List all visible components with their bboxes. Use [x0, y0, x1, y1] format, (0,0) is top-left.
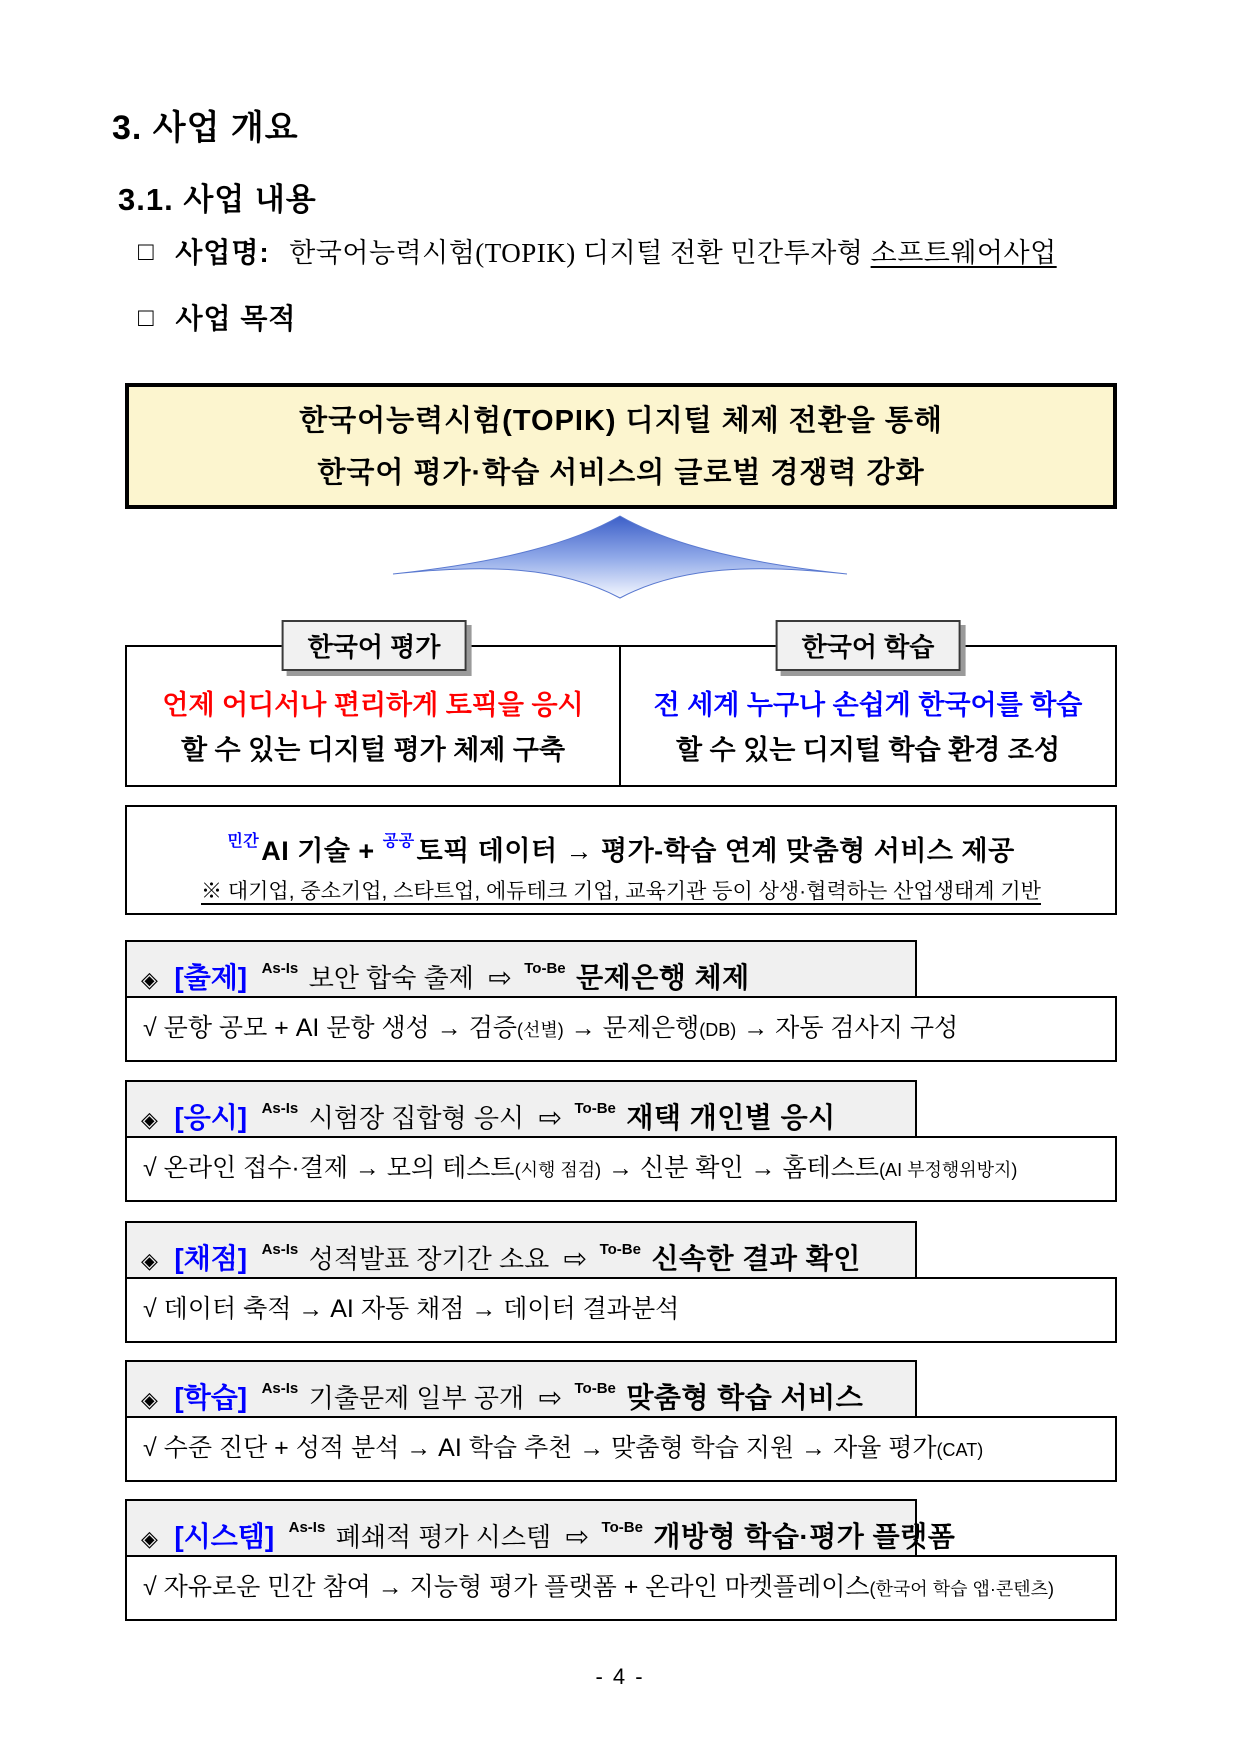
- synergy-segment-1: AI 기술 +: [261, 836, 383, 866]
- tobe-superscript: To-Be: [524, 960, 566, 977]
- learning-statement-accent: 전 세계 누구나 손쉽게 한국어를 학습: [653, 690, 1083, 720]
- section-tag: [채점]: [174, 1243, 248, 1274]
- learning-statement: 할 수 있는 디지털 학습 환경 조성: [675, 735, 1061, 765]
- asis-tobe-section: [125, 1221, 1117, 1345]
- asis-text: 성적발표 장기간 소요: [308, 1244, 550, 1274]
- section-header-box: [125, 940, 917, 998]
- section-header-box: [125, 1499, 956, 1557]
- goal-statement-box: [125, 383, 1117, 509]
- body-parenthetical: (DB): [699, 1020, 737, 1040]
- synergy-formula-line: [127, 819, 1115, 874]
- tobe-text: 문제은행 체제: [576, 962, 750, 993]
- goal-line-2: 한국어 평가·학습 서비스의 글로벌 경쟁력 강화: [317, 457, 925, 489]
- body-text: √ 데이터 축적 → AI 자동 채점 → 데이터 결과분석: [143, 1295, 680, 1323]
- diamond-icon: ◈: [141, 1107, 158, 1132]
- section-body-box: [125, 1416, 1117, 1482]
- tobe-text: 개방형 학습·평가 플랫폼: [653, 1521, 956, 1552]
- tobe-superscript: To-Be: [601, 1519, 643, 1536]
- project-name-line: [138, 231, 1057, 271]
- evaluation-statement-accent: 언제 어디서나 편리하게 토픽을 응시: [162, 690, 584, 720]
- private-superscript: 민간: [227, 833, 260, 850]
- asis-tobe-section: [125, 940, 1117, 1064]
- section-body-box: [125, 996, 1117, 1062]
- asis-text: 시험장 집합형 응시: [308, 1103, 525, 1133]
- section-header-box: [125, 1360, 917, 1418]
- rightwards-white-arrow-icon: ⇨: [488, 962, 512, 993]
- tobe-text: 맞춤형 학습 서비스: [626, 1382, 864, 1413]
- square-bullet-icon: □: [138, 302, 154, 332]
- page-number: - 4 -: [595, 1664, 645, 1689]
- section-tag: [시스템]: [174, 1521, 275, 1552]
- project-purpose-line: [138, 297, 308, 337]
- tobe-text: 신속한 결과 확인: [651, 1243, 861, 1274]
- project-name-value: 한국어능력시험(TOPIK) 디지털 전환 민간투자형: [289, 238, 871, 268]
- tobe-superscript: To-Be: [574, 1380, 616, 1397]
- body-text: √ 자유로운 민간 참여 → 지능형 평가 플랫폼 + 온라인 마켓플레이스: [143, 1573, 870, 1601]
- section-body-box: [125, 1136, 1117, 1202]
- upward-arrow-icon: [385, 512, 855, 600]
- rightwards-white-arrow-icon: ⇨: [563, 1243, 588, 1274]
- body-text: → 신분 확인 → 홈테스트: [601, 1154, 880, 1182]
- upward-arrow-graphic: [385, 512, 855, 600]
- body-parenthetical: (CAT): [936, 1440, 984, 1460]
- body-text: √ 문항 공모 + AI 문항 생성 → 검증: [143, 1014, 518, 1042]
- asis-superscript: As-Is: [261, 960, 299, 977]
- diamond-icon: ◈: [141, 1526, 158, 1551]
- project-name-value-underlined: 소프트웨어사업: [870, 238, 1057, 268]
- rightwards-white-arrow-icon: ⇨: [538, 1102, 563, 1133]
- column-label-korean-evaluation: 한국어 평가: [282, 620, 467, 671]
- section-header-box: [125, 1080, 917, 1138]
- public-superscript: 공공: [382, 833, 415, 850]
- asis-tobe-section: [125, 1499, 1117, 1623]
- asis-superscript: As-Is: [288, 1519, 326, 1536]
- asis-text: 보안 합숙 출제: [308, 963, 474, 993]
- asis-text: 기출문제 일부 공개: [308, 1383, 525, 1413]
- tobe-superscript: To-Be: [574, 1100, 616, 1117]
- asis-text: 폐쇄적 평가 시스템: [335, 1522, 552, 1552]
- body-parenthetical: (선별): [517, 1020, 564, 1040]
- section-body-box: [125, 1277, 1117, 1343]
- subsection-heading: 3.1. 사업 내용: [118, 182, 317, 217]
- body-parenthetical: (시행 점검): [514, 1160, 602, 1180]
- diamond-icon: ◈: [141, 967, 158, 992]
- chapter-heading: 3. 사업 개요: [112, 109, 299, 147]
- tobe-text: 재택 개인별 응시: [626, 1102, 836, 1133]
- vision-columns-box: [125, 632, 1117, 787]
- body-text: √ 수준 진단 + 성적 분석 → AI 학습 추천 → 맞춤형 학습 지원 → 자율 평가: [143, 1434, 937, 1462]
- evaluation-statement: 할 수 있는 디지털 평가 체제 구축: [180, 735, 566, 765]
- asis-superscript: As-Is: [261, 1380, 299, 1397]
- asis-tobe-section: [125, 1360, 1117, 1484]
- body-parenthetical: (한국어 학습 앱·콘텐츠): [869, 1579, 1055, 1599]
- project-purpose-label: 사업 목적: [175, 303, 297, 334]
- body-text: √ 온라인 접수·결제 → 모의 테스트: [143, 1154, 515, 1182]
- body-text: → 문제은행: [563, 1014, 700, 1042]
- rightwards-white-arrow-icon: ⇨: [538, 1382, 563, 1413]
- asis-superscript: As-Is: [261, 1241, 299, 1258]
- asis-superscript: As-Is: [261, 1100, 299, 1117]
- section-tag: [응시]: [174, 1102, 248, 1133]
- goal-line-1: 한국어능력시험(TOPIK) 디지털 체제 전환을 통해: [299, 405, 943, 437]
- synergy-box: [125, 805, 1117, 915]
- square-bullet-icon: □: [138, 236, 154, 266]
- section-body-box: [125, 1555, 1117, 1621]
- tobe-superscript: To-Be: [599, 1241, 641, 1258]
- diamond-icon: ◈: [141, 1248, 158, 1273]
- body-parenthetical: (AI 부정행위방지): [879, 1160, 1018, 1180]
- column-label-korean-learning: 한국어 학습: [776, 620, 961, 671]
- synergy-footnote: ※ 대기업, 중소기업, 스타트업, 에듀테크 기업, 교육기관 등이 상생·협력하는 산업생태계 기반: [201, 880, 1041, 903]
- diamond-icon: ◈: [141, 1387, 158, 1412]
- section-header-box: [125, 1221, 917, 1279]
- section-tag: [학습]: [174, 1382, 248, 1413]
- asis-tobe-section: [125, 1080, 1117, 1204]
- body-text: → 자동 검사지 구성: [736, 1014, 959, 1042]
- section-tag: [출제]: [174, 962, 248, 993]
- synergy-segment-2: 토픽 데이터 → 평가-학습 연계 맞춤형 서비스 제공: [416, 836, 1015, 866]
- rightwards-white-arrow-icon: ⇨: [565, 1521, 590, 1552]
- project-name-label: 사업명:: [175, 237, 270, 268]
